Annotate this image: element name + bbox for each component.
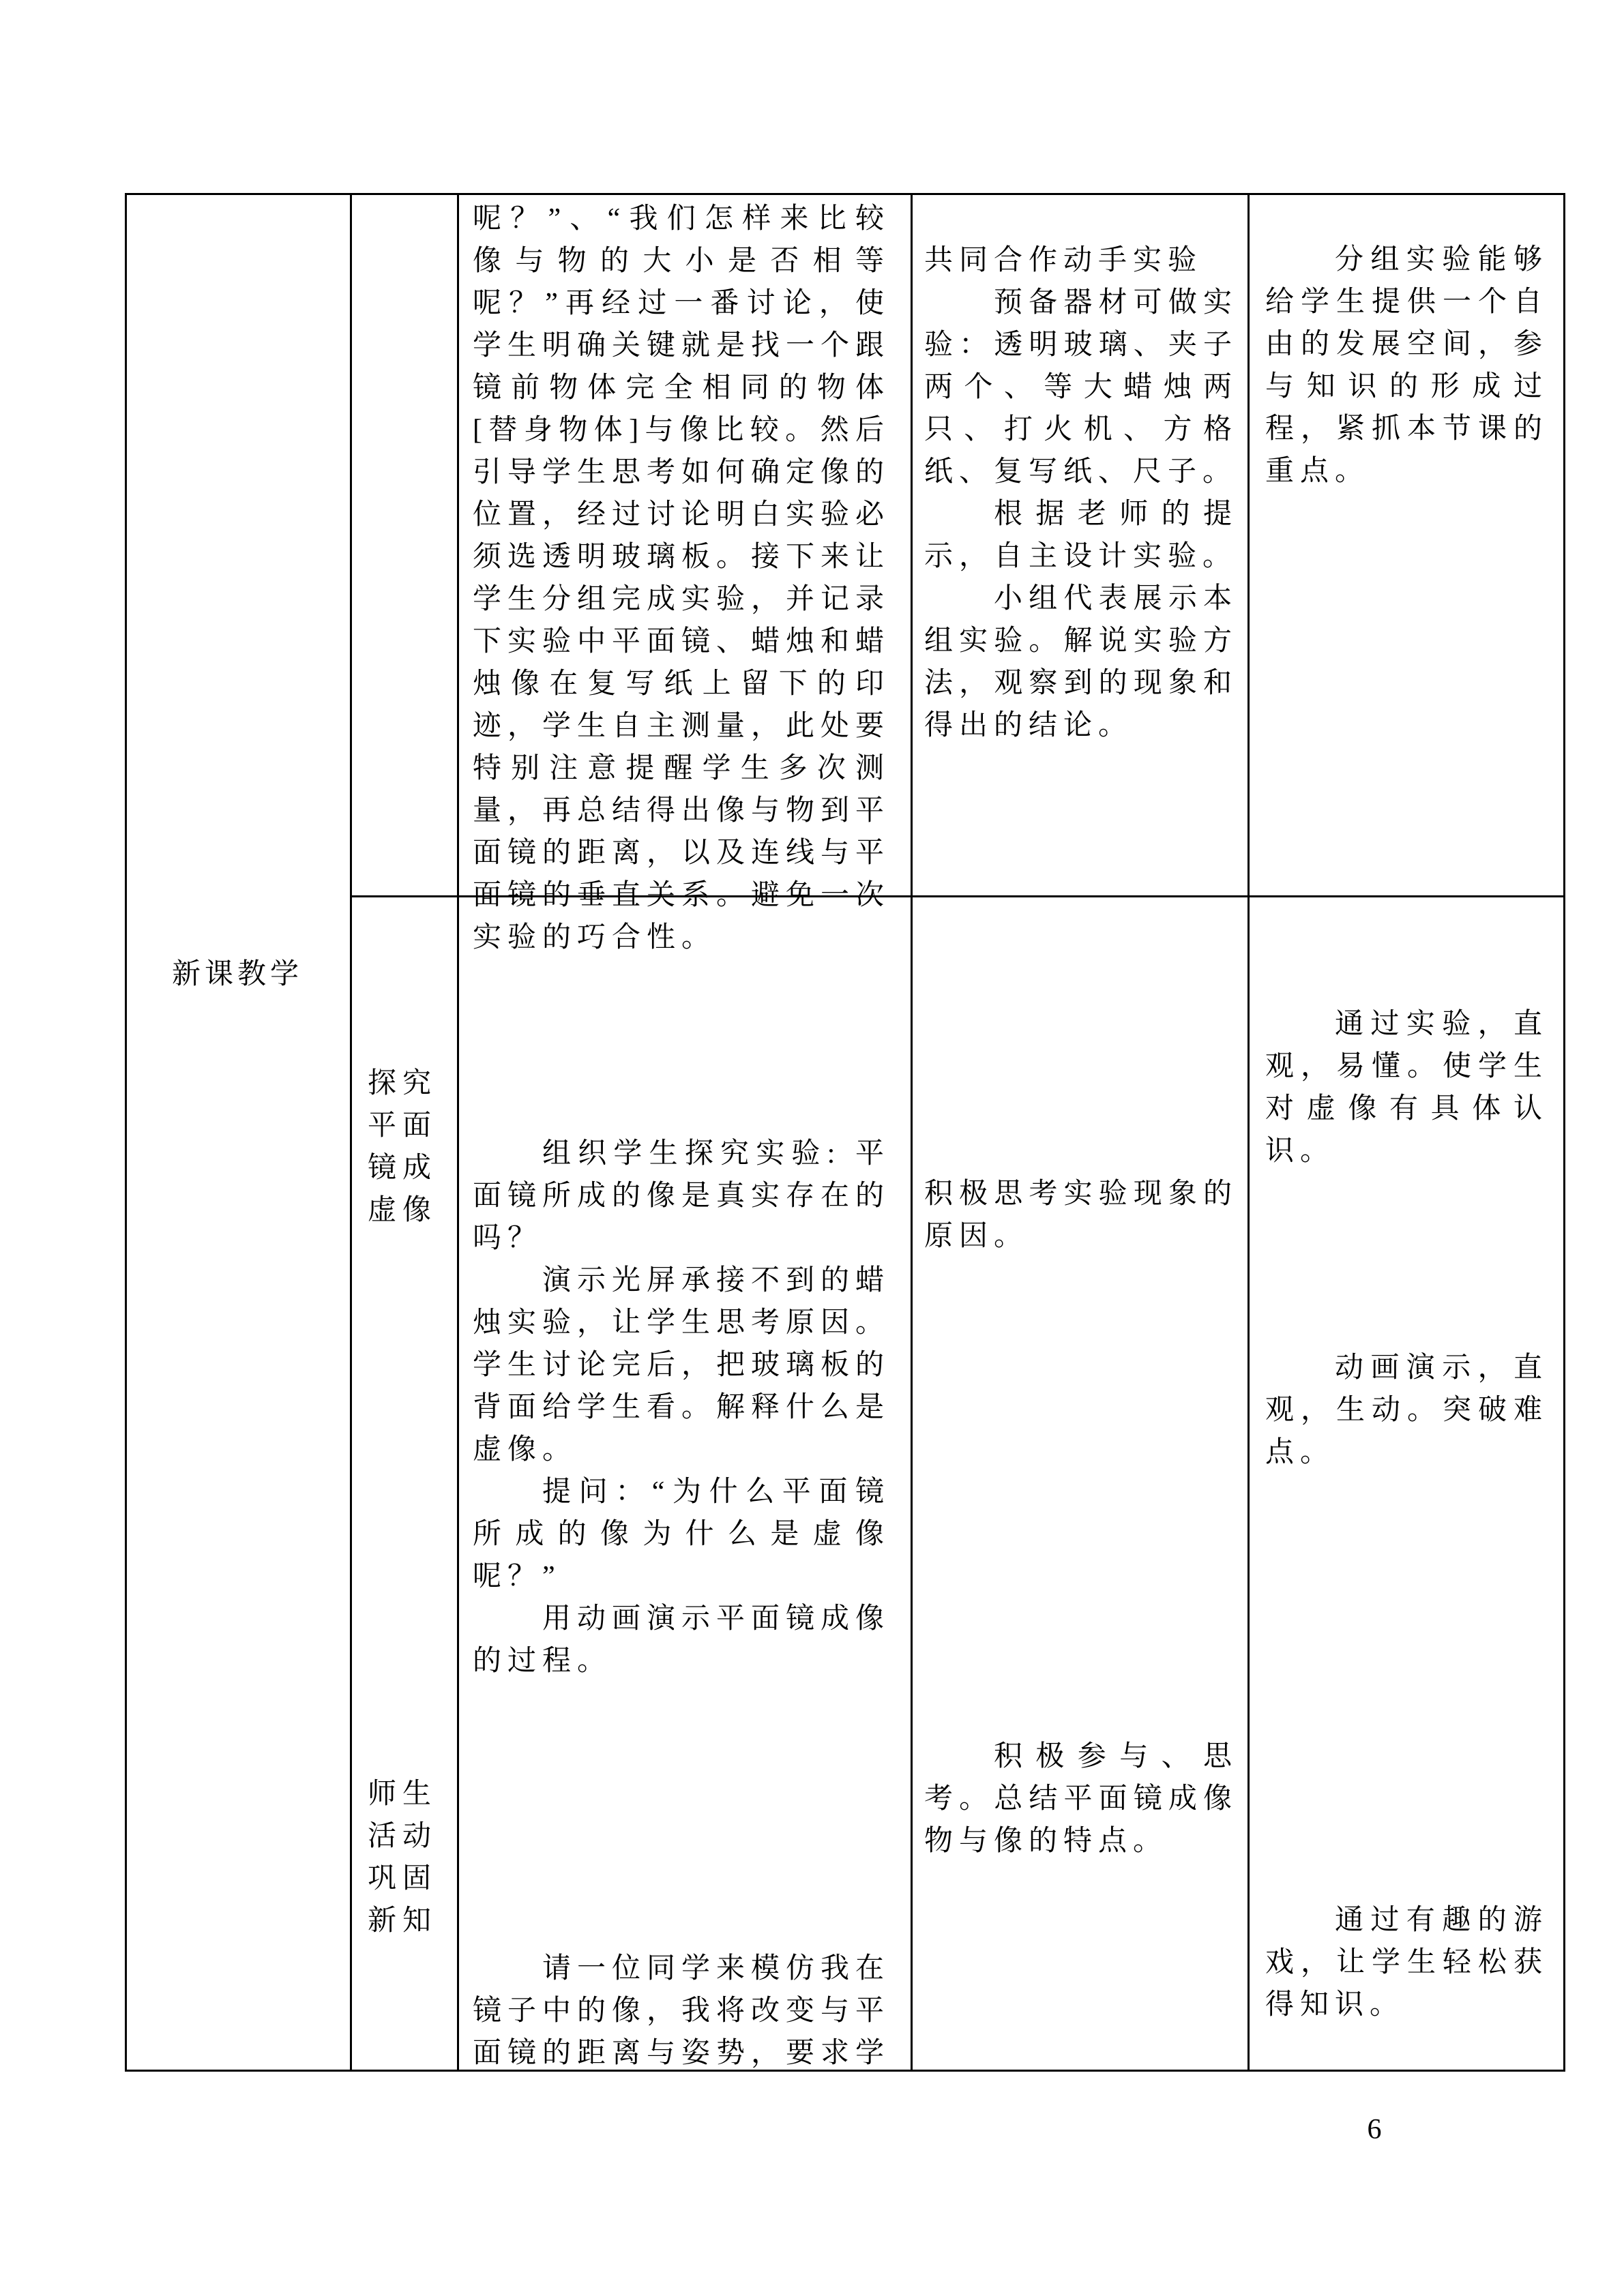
design-intent-paragraph: 通过实验，直观，易懂。使学生对虚像有具体认识。	[1265, 1009, 1548, 1167]
teacher-activity-section1	[473, 198, 890, 959]
design-intent-section2-experiment	[1265, 1003, 1548, 1172]
page-number: 6	[1367, 2114, 1382, 2145]
student-activity-paragraph: 根据老师的提示，自主设计实验。	[924, 498, 1238, 572]
teacher-activity-paragraph: 请一位同学来模仿我在镜子中的像，我将改变与平面镜的距离与姿势，要求学	[473, 1953, 891, 2069]
student-activity-paragraph: 共同合作动手实验	[924, 245, 1203, 276]
design-intent-section2-animation	[1265, 1347, 1548, 1474]
teacher-activity-paragraph: 提问：“为什么平面镜所成的像为什么是虚像呢？”	[473, 1476, 890, 1592]
teacher-activity-paragraph: 组织学生探究实验: 平面镜所成的像是真实存在的吗？	[473, 1138, 891, 1254]
design-intent-paragraph: 通过有趣的游戏，让学生轻松获得知识。	[1265, 1905, 1548, 2021]
stage-label: 新课教学	[171, 959, 303, 990]
student-activity-paragraph: 积极参与、思考。总结平面镜成像物与像的特点。	[924, 1741, 1238, 1857]
column-divider-label	[457, 193, 459, 2072]
table-border-left	[125, 193, 127, 2072]
column-divider-teacher-student	[911, 193, 913, 2072]
teacher-activity-paragraph: 用动画演示平面镜成像的过程。	[473, 1603, 891, 1677]
section-label-explore-virtual-image: 探究平面镜成虚像	[368, 1068, 438, 1226]
design-intent-paragraph: 动画演示，直观，生动。突破难点。	[1265, 1352, 1548, 1468]
table-border-right	[1563, 193, 1565, 2072]
student-activity-paragraph: 预备器材可做实验：透明玻璃、夹子两个、等大蜡烛两只、打火机、方格纸、复写纸、尺子。	[924, 287, 1238, 488]
student-activity-section2	[924, 1173, 1238, 1257]
section-label-consolidate-knowledge: 师生活动巩固新知	[368, 1778, 438, 1937]
column-divider-student-note	[1247, 193, 1250, 2072]
design-intent-paragraph: 分组实验能够给学生提供一个自由的发展空间，参与知识的形成过程，紧抓本节课的重点。	[1265, 244, 1548, 487]
column-divider-stage	[350, 193, 352, 2072]
student-activity-paragraph: 小组代表展示本组实验。解说实验方法，观察到的现象和得出的结论。	[924, 583, 1238, 741]
design-intent-section1	[1265, 239, 1548, 492]
teacher-activity-section2	[473, 1133, 890, 1682]
teacher-activity-section1-text: 呢？”、“我们怎样来比较像与物的大小是否相等呢？”再经过一番讨论，使学生明确关键就是找一个跟镜前物体完全相同的物体[替身物体]与像比较。然后引导学生思考如何确定像的位置，经过讨论明白实验必须选透明玻璃板。接下来让学生分组完成实验，并记录下实验中平面镜、蜡烛和蜡烛像在复写纸上留下的印迹，学生自主测量，此处要特别注意提醒学生多次测量，再总结得出像与物到平面镜的距离，以及连线与平面镜的垂直关系。避免一次实验的巧合性。	[473, 203, 891, 953]
student-activity-section1	[924, 239, 1238, 747]
table-border-top	[125, 193, 1565, 195]
student-activity-paragraph: 积极思考实验现象的原因。	[924, 1178, 1238, 1252]
design-intent-section3	[1265, 1899, 1548, 2026]
teacher-activity-paragraph: 演示光屏承接不到的蜡烛实验，让学生思考原因。学生讨论完后，把玻璃板的背面给学生看。解释什么是虚像。	[473, 1265, 891, 1465]
student-activity-section3	[924, 1735, 1238, 1862]
lesson-plan-table	[125, 193, 1565, 2072]
teacher-activity-section3	[473, 1948, 890, 2074]
